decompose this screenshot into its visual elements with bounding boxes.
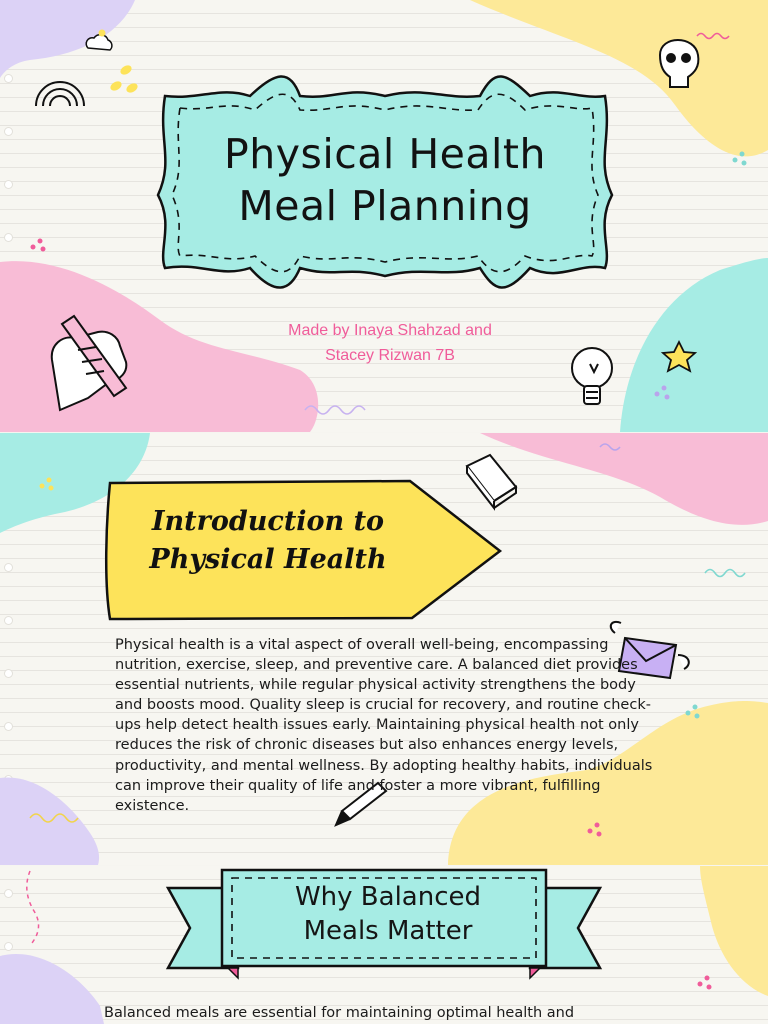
author-byline (220, 318, 560, 368)
why-heading-line-1: Why Balanced (294, 882, 482, 912)
squiggle-pink (27, 871, 39, 943)
balanced-meals-slide (0, 866, 768, 1024)
byline-line-2: Stacey Rizwan 7B (325, 347, 455, 364)
pink-dots (31, 239, 46, 252)
title-line-1: Physical Health (224, 130, 546, 178)
pink-blob-top-right (480, 433, 768, 525)
introduction-heading (118, 503, 418, 579)
yellow-blob-right (700, 866, 768, 996)
balanced-meals-heading (238, 880, 538, 948)
yellow-dots (109, 64, 139, 95)
introduction-paragraph: Physical health is a vital aspect of overall well-being, encompassing nutrition, exercise, sleep, and preventive care. A balanced diet provides essential nutrients, while regular physical activity strengthens the body and boosts mood. Quality sleep is crucial for recovery, and routine check-ups help detect health issues early. Maintaining physical health not only reduces the risk of chronic diseases but also enhances energy levels, productivity, and mental wellness. By adopting healthy habits, individuals can improve their quality of life and foster a more vibrant, fulfilling existence. (115, 637, 653, 814)
title-line-2: Meal Planning (238, 182, 532, 230)
intro-heading-line-1: Introduction to (151, 506, 385, 537)
rainbow-icon (36, 82, 84, 106)
byline-line-1: Made by Inaya Shahzad and (288, 322, 492, 339)
why-heading-line-2: Meals Matter (303, 916, 473, 946)
mint-blob-right (620, 258, 768, 432)
book-icon (467, 455, 516, 508)
presentation-title (175, 128, 595, 232)
balanced-meals-paragraph: Balanced meals are essential for maintaining optimal health and (104, 1005, 575, 1021)
title-slide (0, 0, 768, 432)
lightbulb-icon (572, 348, 612, 404)
lavender-blob-top-left (0, 0, 135, 78)
intro-heading-line-2: Physical Health (149, 544, 387, 575)
lavender-blob-bottom-left (0, 954, 104, 1024)
squiggle-mint (705, 570, 745, 577)
pink-dots (698, 976, 712, 990)
introduction-slide (0, 433, 768, 865)
